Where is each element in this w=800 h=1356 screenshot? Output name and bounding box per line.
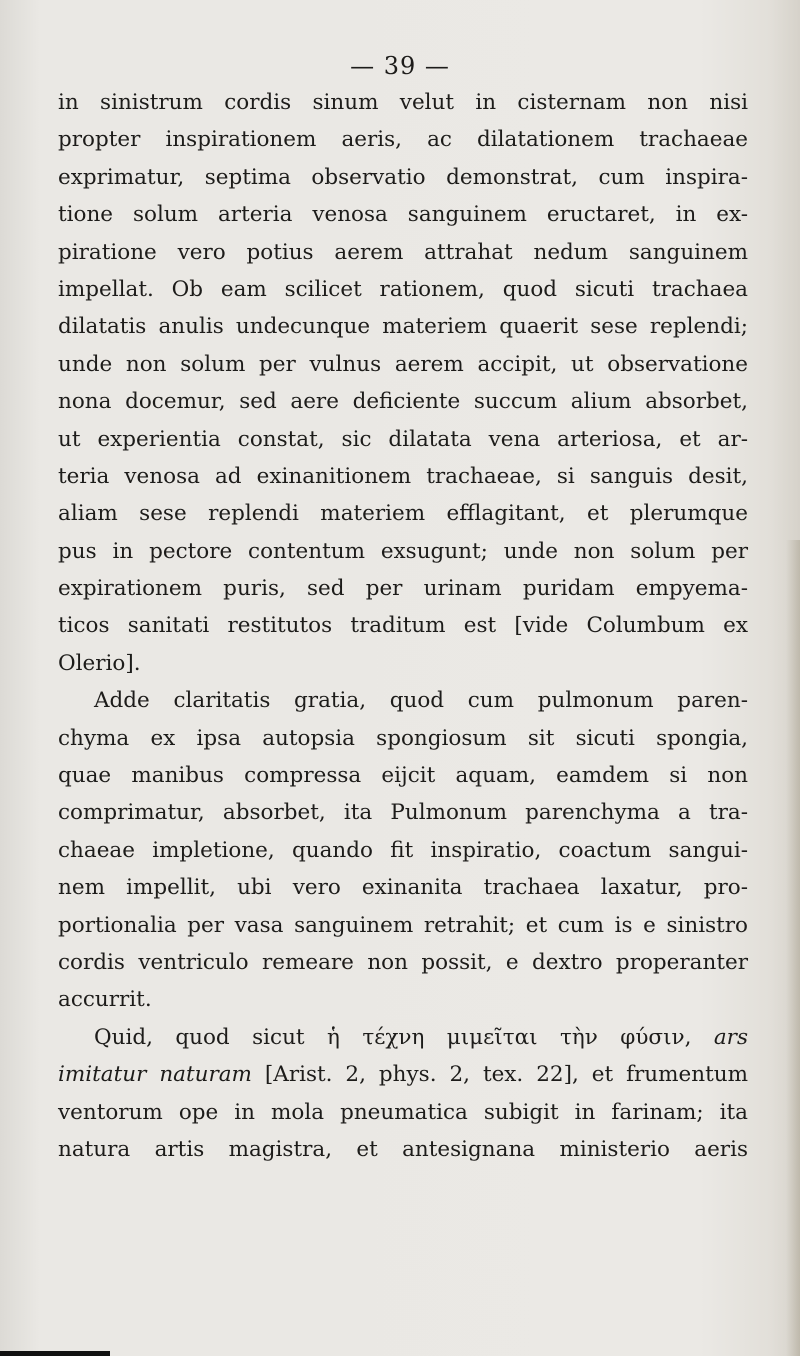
text-line: Adde claritatis gratia, quod cum pulmonum paren- <box>94 688 748 714</box>
text-line: Olerio]. <box>58 650 141 676</box>
text-line: portionalia per vasa sanguinem retrahit; et cum is e sinistro <box>58 912 748 938</box>
text-span: [Arist. 2, phys. 2, tex. 22], et frumentum <box>251 1062 748 1088</box>
page-edge-shadow <box>786 540 800 1356</box>
text-line: propter inspirationem aeris, ac dilatationem trachaeae <box>58 127 748 153</box>
text-line: quae manibus compressa eijcit aquam, eamdem si non <box>58 763 748 789</box>
text-line: chyma ex ipsa autopsia spongiosum sit sicuti spongia, <box>58 725 748 751</box>
text-line: natura artis magistra, et antesignana ministerio aeris <box>58 1136 748 1162</box>
text-line: pus in pectore contentum exsugunt; unde non solum per <box>58 538 748 564</box>
text-line: unde non solum per vulnus aerem accipit, ut observatione <box>58 351 748 377</box>
text-span-italic: imitatur naturam <box>58 1062 252 1088</box>
text-line: chaeae impletione, quando fit inspiratio, coactum sangui- <box>58 837 748 863</box>
body-text <box>58 84 748 1168</box>
text-line: aliam sese replendi materiem efflagitant, et plerumque <box>58 501 748 527</box>
text-line: nem impellit, ubi vero exinanita trachaea laxatur, pro- <box>58 875 748 901</box>
text-line: piratione vero potius aerem attrahat nedum sanguinem <box>58 239 748 265</box>
text-span: Quid, quod sicut ἡ τέχνη μιμεῖται τὴν φύσιν, <box>94 1024 714 1050</box>
text-line <box>58 1056 748 1093</box>
text-line: expirationem puris, sed per urinam puridam empyema- <box>58 576 748 602</box>
text-line: comprimatur, absorbet, ita Pulmonum parenchyma a tra- <box>58 800 748 826</box>
text-line: exprimatur, septima observatio demonstrat, cum inspira- <box>58 164 748 190</box>
text-line: impellat. Ob eam scilicet rationem, quod sicuti trachaea <box>58 276 748 302</box>
text-span-italic: ars <box>713 1024 748 1050</box>
text-line <box>58 1019 748 1056</box>
scan-edge-mark <box>0 1351 110 1356</box>
text-line: teria venosa ad exinanitionem trachaeae, si sanguis desit, <box>58 463 748 489</box>
page-number: — 39 — <box>350 52 450 80</box>
text-line: in sinistrum cordis sinum velut in cisternam non nisi <box>58 90 748 115</box>
text-line: accurrit. <box>58 987 152 1013</box>
text-line: cordis ventriculo remeare non possit, e dextro properanter <box>58 949 748 975</box>
text-line: dilatatis anulis undecunque materiem quaerit sese replendi; <box>58 314 748 340</box>
text-line: ut experientia constat, sic dilatata vena arteriosa, et ar- <box>58 426 748 452</box>
text-line: ventorum ope in mola pneumatica subigit in farinam; ita <box>58 1099 748 1125</box>
text-line: ticos sanitati restitutos traditum est [vide Columbum ex <box>58 613 748 639</box>
text-line: nona docemur, sed aere deficiente succum alium absorbet, <box>58 389 748 415</box>
text-line: tione solum arteria venosa sanguinem eructaret, in ex- <box>58 202 748 228</box>
